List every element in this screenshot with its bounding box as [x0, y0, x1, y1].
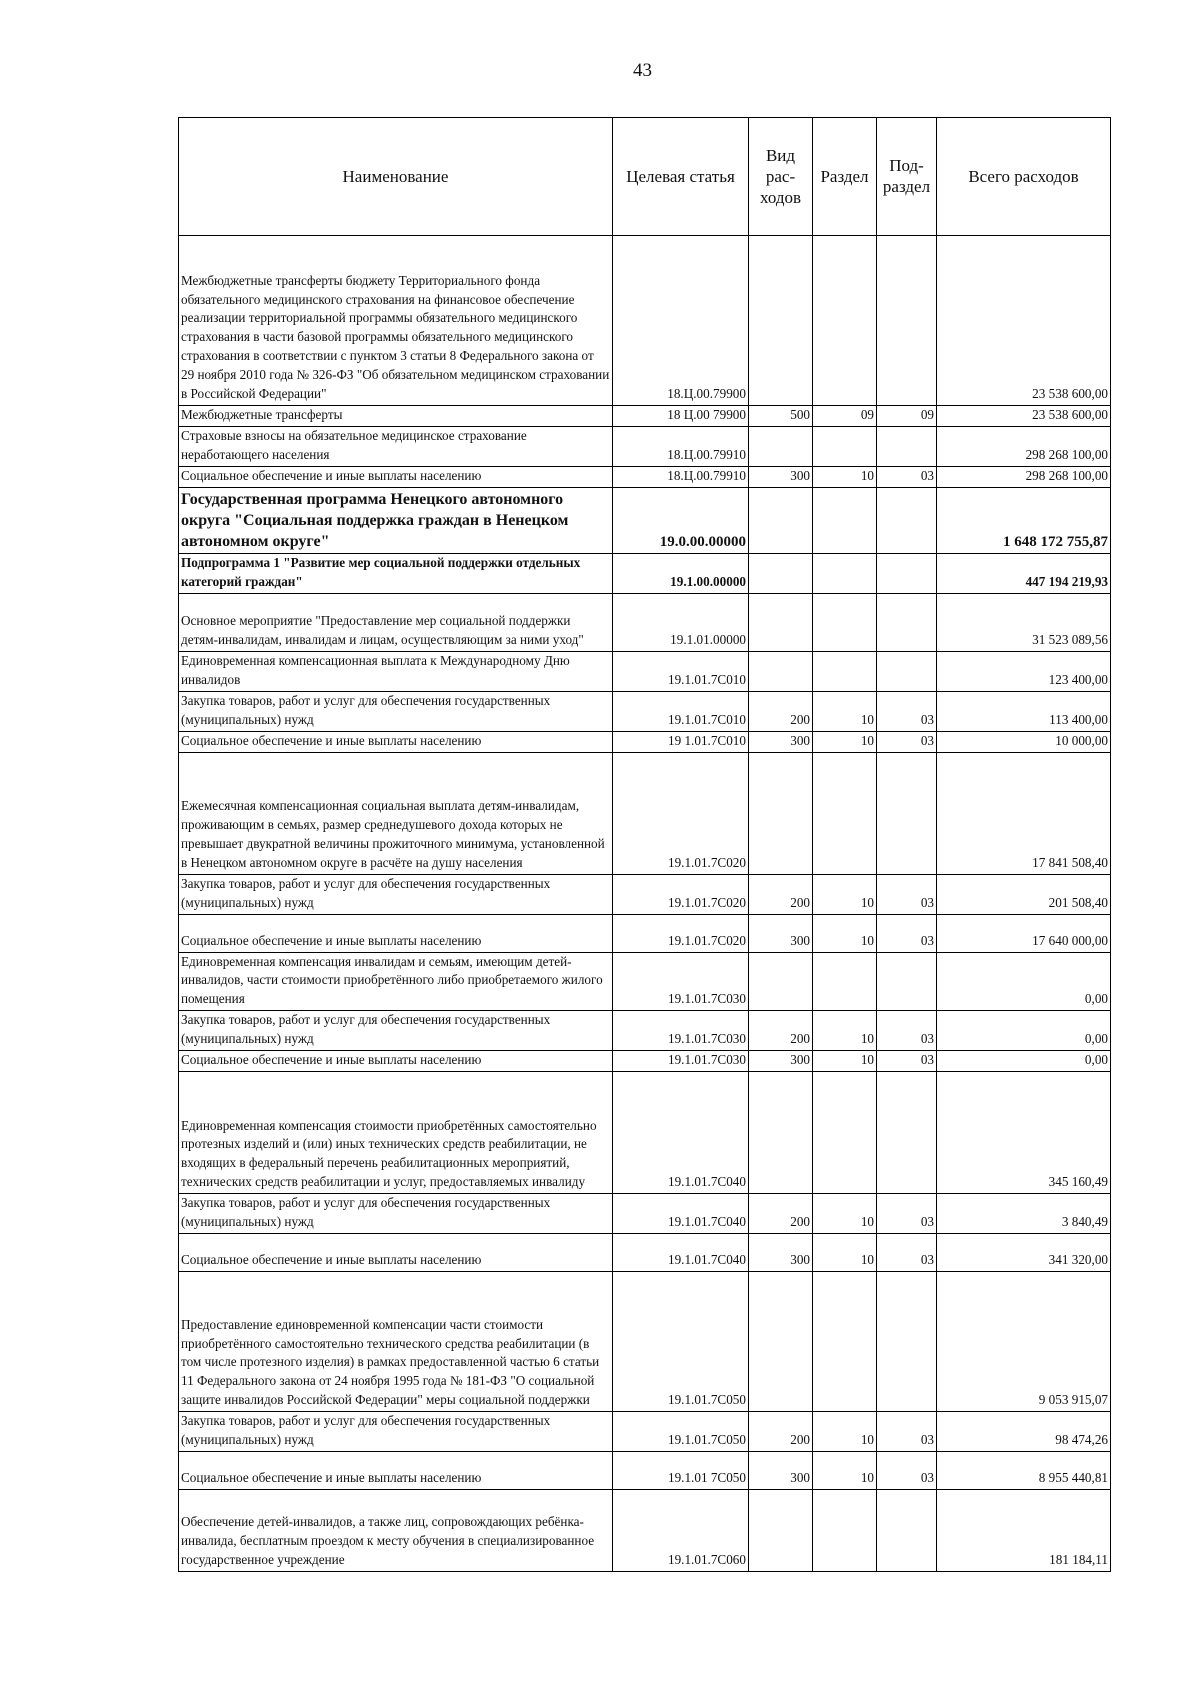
row-name: Основное мероприятие "Предоставление мер социальной поддержки детям-инвалидам, инвалидам и лицам, осуществляющим за ними уход"	[179, 593, 613, 651]
row-code: 18.Ц.00.79910	[613, 426, 749, 466]
table-row	[179, 752, 1111, 874]
row-expense-type	[749, 487, 813, 553]
row-section	[813, 487, 877, 553]
row-section	[813, 752, 877, 874]
row-subsection: 03	[877, 1412, 937, 1452]
table-row-program	[179, 487, 1111, 553]
header-expense-type-line2: рас-	[765, 166, 796, 186]
row-section: 10	[813, 1452, 877, 1490]
table-row	[179, 914, 1111, 952]
row-expense-type	[749, 236, 813, 406]
row-section	[813, 553, 877, 593]
row-name: Социальное обеспечение и иные выплаты населению	[179, 1234, 613, 1272]
row-expense-type	[749, 1490, 813, 1572]
row-name: Единовременная компенсационная выплата к Международному Дню инвалидов	[179, 651, 613, 691]
row-code: 19.1.01.7С060	[613, 1490, 749, 1572]
row-name: Предоставление единовременной компенсации части стоимости приобретённого самостоятельно технического средства реабилитации (в том числе протезного изделия) в рамках предоставленной частью 6 статьи 11 Федерального закона от 24 ноября 1995 года № 181-ФЗ "О социальной защите инвалидов Российской Федерации" меры социальной поддержки	[179, 1272, 613, 1412]
row-expense-type: 300	[749, 731, 813, 752]
row-name: Закупка товаров, работ и услуг для обеспечения государственных (муниципальных) нужд	[179, 1011, 613, 1051]
row-total: 9 053 915,07	[937, 1272, 1111, 1412]
row-total: 8 955 440,81	[937, 1452, 1111, 1490]
row-section: 10	[813, 731, 877, 752]
row-subsection	[877, 593, 937, 651]
header-subsection-line2: раздел	[882, 177, 931, 196]
row-code: 19.1.01.7С030	[613, 1011, 749, 1051]
row-subsection: 03	[877, 1011, 937, 1051]
table-row	[179, 1272, 1111, 1412]
row-total: 23 538 600,00	[937, 236, 1111, 406]
row-subsection	[877, 1072, 937, 1194]
row-subsection: 09	[877, 406, 937, 427]
row-subsection: 03	[877, 1194, 937, 1234]
row-subsection	[877, 952, 937, 1011]
row-name: Закупка товаров, работ и услуг для обеспечения государственных (муниципальных) нужд	[179, 1194, 613, 1234]
row-section: 10	[813, 1234, 877, 1272]
row-name: Единовременная компенсация инвалидам и семьям, имеющим детей-инвалидов, части стоимости приобретённого либо приобретаемого жилого помещения	[179, 952, 613, 1011]
row-subsection	[877, 752, 937, 874]
header-section: Раздел	[813, 118, 877, 236]
header-code: Целевая статья	[613, 118, 749, 236]
row-code: 19.1.01.7С020	[613, 874, 749, 914]
header-subsection-line1: Под-	[889, 156, 924, 175]
row-subsection: 03	[877, 691, 937, 731]
row-code: 19.1.01.7С040	[613, 1194, 749, 1234]
row-code: 19.1.01.7С020	[613, 914, 749, 952]
budget-table	[178, 117, 1111, 1572]
row-name: Межбюджетные трансферты бюджету Территориального фонда обязательного медицинского страхования на финансовое обеспечение реализации территориальной программы обязательного медицинского страхования в части базовой программы обязательного медицинского страхования в соответствии с пунктом 3 статьи 8 Федерального закона от 29 ноября 2010 года № 326-ФЗ "Об обязательном медицинском страховании в Российской Федерации"	[179, 236, 613, 406]
row-section	[813, 593, 877, 651]
row-code: 19.1.01.7С030	[613, 952, 749, 1011]
row-section	[813, 651, 877, 691]
row-expense-type: 200	[749, 874, 813, 914]
row-expense-type: 300	[749, 914, 813, 952]
table-row-subprogram	[179, 553, 1111, 593]
table-row	[179, 731, 1111, 752]
row-expense-type: 200	[749, 1194, 813, 1234]
table-row	[179, 1490, 1111, 1572]
row-name: Закупка товаров, работ и услуг для обеспечения государственных (муниципальных) нужд	[179, 691, 613, 731]
row-expense-type	[749, 651, 813, 691]
table-row	[179, 1051, 1111, 1072]
row-subsection	[877, 1490, 937, 1572]
row-code: 19.1.01.7С040	[613, 1234, 749, 1272]
row-section: 09	[813, 406, 877, 427]
row-subsection: 03	[877, 1051, 937, 1072]
row-code: 18.Ц.00.79900	[613, 236, 749, 406]
row-total: 3 840,49	[937, 1194, 1111, 1234]
row-subsection	[877, 1272, 937, 1412]
row-expense-type	[749, 1072, 813, 1194]
page-number: 43	[633, 60, 652, 81]
row-expense-type: 300	[749, 466, 813, 487]
row-code: 18 Ц.00 79900	[613, 406, 749, 427]
row-name: Закупка товаров, работ и услуг для обеспечения государственных (муниципальных) нужд	[179, 874, 613, 914]
row-subsection: 03	[877, 1452, 937, 1490]
row-code: 19.1.01.7С050	[613, 1272, 749, 1412]
row-total: 17 841 508,40	[937, 752, 1111, 874]
header-subsection	[877, 118, 937, 236]
row-name: Закупка товаров, работ и услуг для обеспечения государственных (муниципальных) нужд	[179, 1412, 613, 1452]
row-expense-type: 200	[749, 691, 813, 731]
table-header-row	[179, 118, 1111, 236]
table-row	[179, 1452, 1111, 1490]
row-subsection	[877, 487, 937, 553]
row-subsection: 03	[877, 466, 937, 487]
table-row	[179, 1234, 1111, 1272]
row-total: 341 320,00	[937, 1234, 1111, 1272]
row-expense-type: 200	[749, 1011, 813, 1051]
row-section	[813, 1272, 877, 1412]
row-total: 17 640 000,00	[937, 914, 1111, 952]
row-code: 19.1.01.7С020	[613, 752, 749, 874]
row-name: Подпрограмма 1 "Развитие мер социальной поддержки отдельных категорий граждан"	[179, 553, 613, 593]
row-subsection	[877, 651, 937, 691]
row-total: 31 523 089,56	[937, 593, 1111, 651]
row-expense-type: 300	[749, 1051, 813, 1072]
row-total: 201 508,40	[937, 874, 1111, 914]
row-expense-type: 200	[749, 1412, 813, 1452]
row-name: Единовременная компенсация стоимости приобретённых самостоятельно протезных изделий и (или) иных технических средств реабилитации, не входящих в федеральный перечень реабилитационных мероприятий, технических средств реабилитации и услуг, предоставляемых инвалиду	[179, 1072, 613, 1194]
row-expense-type	[749, 952, 813, 1011]
row-total: 1 648 172 755,87	[937, 487, 1111, 553]
row-code: 19 1.01.7С010	[613, 731, 749, 752]
table-row	[179, 691, 1111, 731]
row-subsection: 03	[877, 914, 937, 952]
row-total: 23 538 600,00	[937, 406, 1111, 427]
row-code: 19.1.01.7С030	[613, 1051, 749, 1072]
row-total: 345 160,49	[937, 1072, 1111, 1194]
row-section	[813, 1490, 877, 1572]
row-code: 19.1.01 7С050	[613, 1452, 749, 1490]
row-expense-type	[749, 593, 813, 651]
row-name: Обеспечение детей-инвалидов, а также лиц, сопровождающих ребёнка-инвалида, бесплатным проездом к месту обучения в специализированное государственное учреждение	[179, 1490, 613, 1572]
row-total: 10 000,00	[937, 731, 1111, 752]
row-name: Социальное обеспечение и иные выплаты населению	[179, 731, 613, 752]
header-expense-type-line3: ходов	[759, 187, 802, 207]
table-row	[179, 593, 1111, 651]
header-expense-type	[749, 118, 813, 236]
table-row	[179, 406, 1111, 427]
row-total: 447 194 219,93	[937, 553, 1111, 593]
row-section	[813, 236, 877, 406]
row-section: 10	[813, 691, 877, 731]
row-total: 113 400,00	[937, 691, 1111, 731]
row-section: 10	[813, 1011, 877, 1051]
row-code: 19.1.01.7С050	[613, 1412, 749, 1452]
row-name: Социальное обеспечение и иные выплаты населению	[179, 1051, 613, 1072]
row-subsection	[877, 236, 937, 406]
row-subsection: 03	[877, 731, 937, 752]
row-total: 298 268 100,00	[937, 426, 1111, 466]
row-total: 123 400,00	[937, 651, 1111, 691]
row-subsection: 03	[877, 874, 937, 914]
row-code: 19.1.01.7С010	[613, 651, 749, 691]
row-name: Страховые взносы на обязательное медицинское страхование неработающего населения	[179, 426, 613, 466]
row-section	[813, 952, 877, 1011]
header-expense-type-line1: Вид	[765, 145, 796, 165]
row-expense-type: 500	[749, 406, 813, 427]
row-section: 10	[813, 874, 877, 914]
table-row	[179, 426, 1111, 466]
row-expense-type	[749, 1272, 813, 1412]
row-section: 10	[813, 466, 877, 487]
row-name: Социальное обеспечение и иные выплаты населению	[179, 914, 613, 952]
table-row	[179, 1072, 1111, 1194]
header-name: Наименование	[179, 118, 613, 236]
table-row	[179, 651, 1111, 691]
row-expense-type	[749, 553, 813, 593]
row-code: 19.0.00.00000	[613, 487, 749, 553]
row-name: Социальное обеспечение и иные выплаты населению	[179, 466, 613, 487]
row-expense-type: 300	[749, 1234, 813, 1272]
row-name: Государственная программа Ненецкого автономного округа "Социальная поддержка граждан в Ненецком автономном округе"	[179, 487, 613, 553]
row-expense-type: 300	[749, 1452, 813, 1490]
row-total: 98 474,26	[937, 1412, 1111, 1452]
table-row	[179, 1194, 1111, 1234]
table-row	[179, 236, 1111, 406]
row-total: 0,00	[937, 1011, 1111, 1051]
row-subsection	[877, 553, 937, 593]
table-row	[179, 1011, 1111, 1051]
table-row	[179, 1412, 1111, 1452]
row-code: 19.1.01.00000	[613, 593, 749, 651]
row-name: Межбюджетные трансферты	[179, 406, 613, 427]
row-total: 0,00	[937, 1051, 1111, 1072]
row-name: Ежемесячная компенсационная социальная выплата детям-инвалидам, проживающим в семьях, размер среднедушевого дохода которых не превышает двукратной величины прожиточного минимума, установленной в Ненецком автономном округе в расчёте на душу населения	[179, 752, 613, 874]
row-expense-type	[749, 752, 813, 874]
row-total: 181 184,11	[937, 1490, 1111, 1572]
row-section: 10	[813, 1412, 877, 1452]
row-code: 19.1.00.00000	[613, 553, 749, 593]
row-total: 298 268 100,00	[937, 466, 1111, 487]
row-section: 10	[813, 1194, 877, 1234]
row-section: 10	[813, 1051, 877, 1072]
row-section	[813, 426, 877, 466]
table-row	[179, 466, 1111, 487]
row-section	[813, 1072, 877, 1194]
row-code: 19.1.01.7С010	[613, 691, 749, 731]
row-code: 18.Ц.00.79910	[613, 466, 749, 487]
table-row	[179, 952, 1111, 1011]
table-row	[179, 874, 1111, 914]
row-name: Социальное обеспечение и иные выплаты населению	[179, 1452, 613, 1490]
row-subsection	[877, 426, 937, 466]
header-total: Всего расходов	[937, 118, 1111, 236]
row-total: 0,00	[937, 952, 1111, 1011]
row-code: 19.1.01.7С040	[613, 1072, 749, 1194]
row-section: 10	[813, 914, 877, 952]
row-expense-type	[749, 426, 813, 466]
row-subsection: 03	[877, 1234, 937, 1272]
